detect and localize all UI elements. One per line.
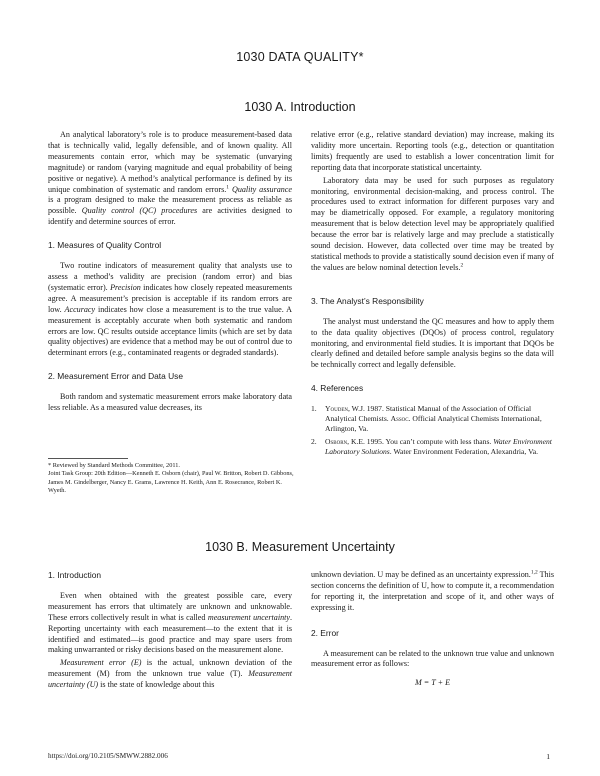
paragraph: relative error (e.g., relative standard deviation) may increase, making its validity more uncertain. Reporting tools (e.g., detection or quantitation limits) frequently are used to establish a lower concentration limit for reporting data that incorporate statistical uncertainty. (311, 130, 554, 172)
subsection-heading: 1. Introduction (48, 570, 102, 580)
equation: M = T + E (414, 678, 451, 688)
reference-list (311, 404, 554, 457)
document-title: 1030 DATA QUALITY* (236, 50, 364, 64)
paragraph: A measurement can be related to the unknown true value and unknown measurement error as follows: (311, 648, 554, 669)
page-number: 1 (546, 752, 550, 761)
section-b-left-column (48, 570, 292, 691)
paragraph: The analyst must understand the QC measures and how to apply them to the data quality objectives (DQOs) of process control, regulatory monitoring, and environmental field studies. It is important that DQOs be clearly defined and detailed before sample analysis begins so the data will be technically correct and legally defensible. (311, 316, 554, 370)
paragraph: Measurement error (E) is the actual, unknown deviation of the measurement (M) from the unknown true value (T). Measurement uncertainty (U) is the state of knowledge about this (48, 658, 292, 690)
reference-item: 1. Youden, W.J. 1987. Statistical Manual of the Association of Official Analytical Chemists. Assoc. Official Analytical Chemists International, Arlington, Va. (311, 404, 542, 434)
subsection-heading: 1. Measures of Quality Control (48, 240, 162, 251)
doi-link[interactable]: https://doi.org/10.2105/SMWW.2882.006 (48, 752, 168, 760)
paragraph: Even when obtained with the greatest possible care, every measurement has errors that ultimately are unknown and unknowable. These errors collectively result in what is called measurement uncertainty. Reporting uncertainty with each measurement—to the extent that it is identified and estimated—is good practice and may spare users from making unwarranted or risky decisions based on the measurement alone. (48, 590, 293, 655)
section-b-title: 1030 B. Measurement Uncertainty (205, 540, 395, 554)
section-a-title: 1030 A. Introduction (244, 100, 356, 114)
reference-item: 2. Osborn, K.E. 1995. You can’t compute with less thans. Water Environment Laboratory Solutions. Water Environment Federation, Alexandria, Va. (311, 437, 552, 457)
paragraph: Both random and systematic measurement errors make laboratory data less reliable. As a measured value decreases, its (48, 392, 292, 413)
paragraph: unknown deviation. U may be defined as an uncertainty expression.$^{1,2}$ This section concerns the definition of U, how to compute it, a recommendation for reporting it, the interpretation and scope of it, and other ways of expressing it. (311, 569, 554, 612)
subsection-heading: 2. Error (311, 627, 339, 638)
footnote: * Reviewed by Standard Methods Committee, 2011. Joint Task Group: 20th Edition—Kenneth E. Osborn (chair), Paul W. Britton, Robert D. Gibbons, James M. Gindelberger, Nancy E. Grams, Lawrence H. Keith, Ann E. Rosecrance, Robert K. Wyeth. (48, 462, 294, 494)
section-b-right-column (311, 570, 554, 689)
paragraph: Two routine indicators of measurement quality that analysts use to assess a method’s validity are precision (random error) and bias (systematic error). Precision indicates how closely repeated measurements agree. A measurement’s precision is acceptable if its random errors are low. Accuracy indicates how close a measurement is to the true value. A measurement is acceptably accurate when both systematic and random errors are low. QC results outside acceptance limits (which are set by data quality objectives) are evidence that a method may be out of control due to determinant errors (e.g., contaminated reagents or degraded standards). (48, 261, 292, 358)
subsection-heading: 4. References (311, 383, 364, 394)
paragraph: Laboratory data may be used for such purposes as regulatory monitoring, environmental decision-making, and process control. The procedures used to extract information for different purposes vary and may be diametrically opposed. For example, a regulatory monitoring measurement that is below detection level may be appropriately qualified because the error bar is relatively large and may preclude a statistically sound decision. However, data collected over time may be treated by statistical methods to provide a statistically sound decision even if many of the values are below nominal detection levels.$^2$ (311, 175, 554, 272)
subsection-heading: 3. The Analyst’s Responsibility (311, 295, 424, 306)
paragraph: An analytical laboratory’s role is to produce measurement-based data that is technically valid, legally defensible, and of known quality. All measurements contain error, which may be systematic (unvarying magnitude) or random (varying magnitude and equal probability of being positive or negative). A method’s analytical performance is defined by its unique combination of systematic and random errors.$^1$ Quality assurance is a program designed to make the measurement process as reliable as possible. Quality control (QC) procedures are activities designed to identify and determine sources of error. (48, 130, 293, 227)
subsection-heading: 2. Measurement Error and Data Use (48, 371, 183, 382)
section-a-left-column (48, 130, 292, 414)
footnote-rule (48, 458, 128, 459)
section-a-right-column (311, 130, 554, 460)
